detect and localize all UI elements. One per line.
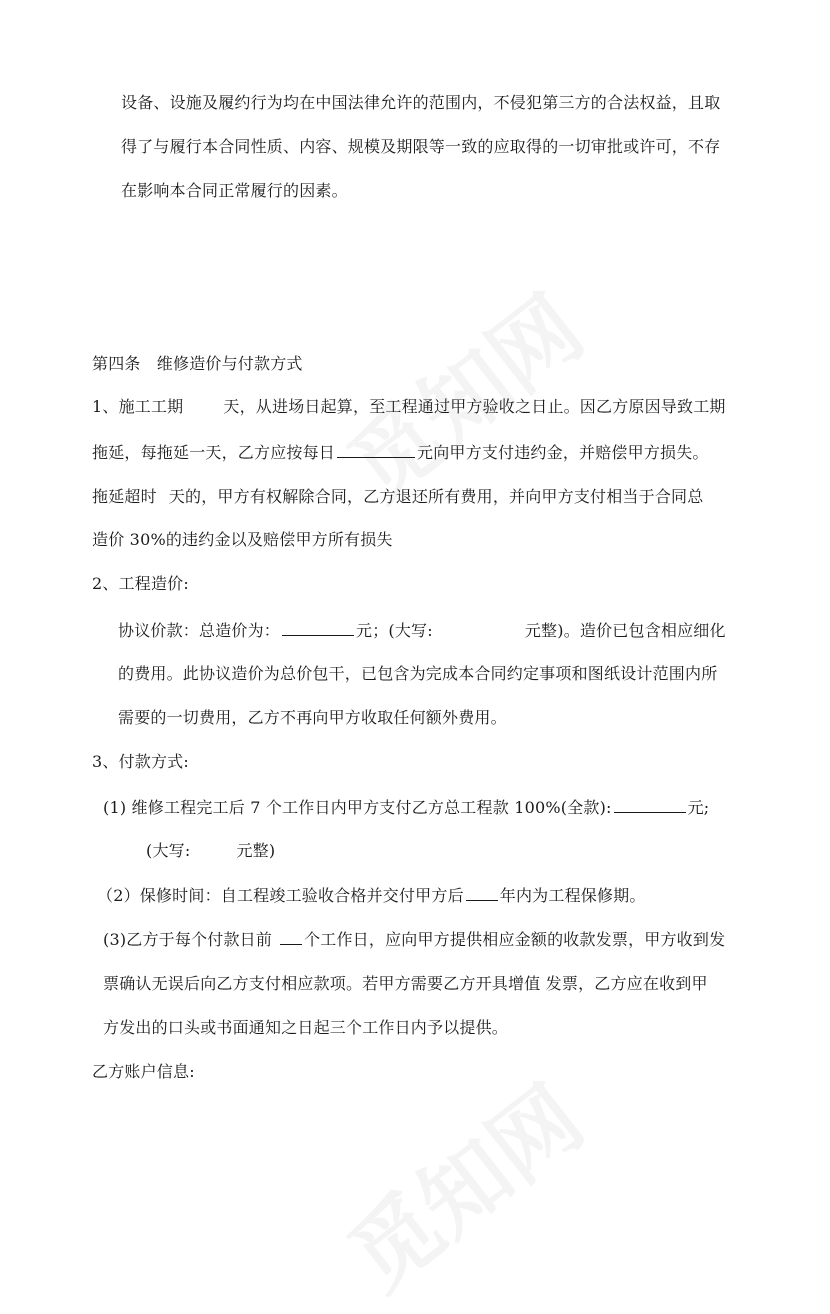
- total-price-blank[interactable]: [282, 619, 354, 636]
- item3-title: 3、付款方式:: [92, 752, 189, 771]
- payment-1-line-1: [103, 796, 709, 818]
- daily-penalty-blank[interactable]: [337, 441, 415, 458]
- price-capital-label: 元；(大写:: [356, 621, 433, 640]
- invoice-text-2: 个工作日，应向甲方提供相应金额的收款发票，甲方收到发: [304, 930, 726, 949]
- item1-line-2: [92, 441, 709, 463]
- item1-line-3: [92, 486, 703, 508]
- price-label: 协议价款：总造价为：: [118, 621, 281, 640]
- invoice-days-blank[interactable]: [280, 928, 302, 945]
- invoice-text: (3)乙方于每个付款日前: [103, 930, 273, 949]
- payment-1-unit: 元;: [687, 798, 710, 817]
- article4-heading: 第四条 维修造价与付款方式: [92, 354, 303, 373]
- payment-2-line: [97, 884, 646, 906]
- payment-3-line-2: 票确认无误后向乙方支付相应款项。若甲方需要乙方开具增值 发票，乙方应在收到甲: [103, 974, 708, 993]
- watermark-logo: [319, 262, 605, 524]
- intro-line-2: 得了与履行本合同性质、内容、规模及期限等一致的应取得的一切审批或许可，不存: [121, 137, 721, 156]
- item1-line-1: [92, 396, 726, 418]
- item1-text: 天，从进场日起算，至工程通过甲方验收之日止。因乙方原因导致工期: [223, 397, 726, 416]
- item1-penalty-text-2: 元向甲方支付违约金，并赔偿甲方损失。: [417, 443, 709, 462]
- item2-line-2: 的费用。此协议造价为总价包干，已包含为完成本合同约定事项和图纸设计范围内所: [118, 664, 718, 683]
- item1-line-4: 造价 30%的违约金以及赔偿甲方所有损失: [92, 530, 393, 549]
- payment-3-line-3: 方发出的口头或书面通知之日起三个工作日内予以提供。: [103, 1018, 509, 1037]
- item1-label: 1、施工工期: [92, 397, 184, 416]
- payment-1-capital-label: (大写:: [146, 841, 191, 860]
- item2-line-1: [118, 619, 726, 641]
- payment-1-text: (1) 维修工程完工后 7 个工作日内甲方支付乙方总工程款 100%(全款):: [103, 798, 612, 817]
- watermark-logo-bottom: [319, 1052, 605, 1314]
- price-note: 元整)。造价已包含相应细化: [524, 621, 726, 640]
- account-info-label: 乙方账户信息:: [92, 1062, 195, 1081]
- payment-1-line-2: [146, 840, 275, 862]
- item1-overdue-label: 拖延超时: [92, 487, 157, 506]
- intro-line-3: 在影响本合同正常履行的因素。: [121, 181, 348, 200]
- item1-overdue-text: 天的，甲方有权解除合同，乙方退还所有费用，并向甲方支付相当于合同总: [168, 487, 704, 506]
- payment-3-line-1: [103, 928, 725, 950]
- payment-1-capital-unit: 元整): [236, 841, 276, 860]
- warranty-text-2: 年内为工程保修期。: [499, 886, 646, 905]
- intro-line-1: 设备、设施及履约行为均在中国法律允许的范围内，不侵犯第三方的合法权益，且取: [121, 93, 721, 112]
- item2-line-3: 需要的一切费用，乙方不再向甲方收取任何额外费用。: [118, 708, 507, 727]
- item2-title: 2、工程造价:: [92, 574, 189, 593]
- item1-penalty-text: 拖延，每拖延一天，乙方应按每日: [92, 443, 336, 462]
- warranty-years-blank[interactable]: [466, 884, 498, 901]
- warranty-text: （2）保修时间：自工程竣工验收合格并交付甲方后: [97, 886, 464, 905]
- payment-amount-blank[interactable]: [614, 796, 686, 813]
